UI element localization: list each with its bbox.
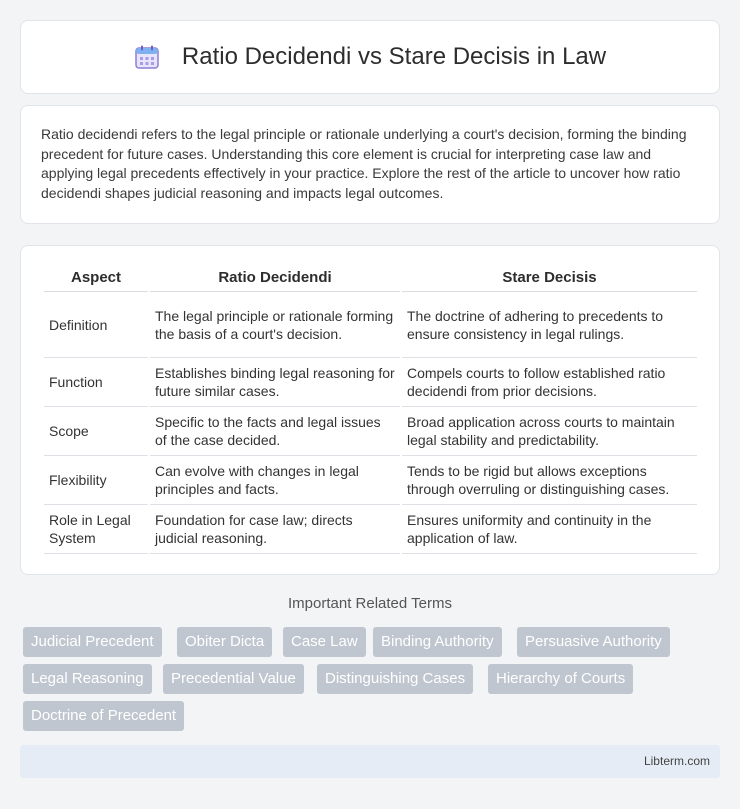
header-stare-decisis: Stare Decisis [402, 264, 697, 292]
comparison-table-card [20, 245, 720, 575]
table-row [44, 292, 697, 358]
related-terms-title: Important Related Terms [288, 595, 452, 612]
cell-stare-decisis: Ensures uniformity and continuity in the application of law. [402, 505, 697, 554]
cell-aspect: Function [44, 358, 148, 407]
cell-ratio-decidendi: Specific to the facts and legal issues of the case decided. [150, 407, 400, 456]
term-tag[interactable]: Obiter Dicta [177, 627, 272, 657]
page-title: Ratio Decidendi vs Stare Decisis in Law [181, 43, 607, 70]
table-row [44, 505, 697, 554]
header-ratio-decidendi: Ratio Decidendi [150, 264, 400, 292]
calendar-icon [134, 44, 160, 70]
intro-text: Ratio decidendi refers to the legal principle or rationale underlying a court's decision, forming the binding precedent for future cases. Understanding this core element is crucial for interpreting case law and applying legal precedents effectively in your practice. Explore the rest of the article to uncover how ratio decidendi shapes judicial reasoning and impacts legal outcomes. [41, 126, 687, 201]
table-row [44, 358, 697, 407]
term-tag[interactable]: Legal Reasoning [23, 664, 152, 694]
term-tag[interactable]: Persuasive Authority [517, 627, 670, 657]
cell-stare-decisis: The doctrine of adhering to precedents to ensure consistency in legal rulings. [402, 292, 697, 358]
term-tag[interactable]: Distinguishing Cases [317, 664, 473, 694]
cell-stare-decisis: Compels courts to follow established ratio decidendi from prior decisions. [402, 358, 697, 407]
term-tag[interactable]: Binding Authority [373, 627, 502, 657]
footer [20, 745, 720, 778]
cell-stare-decisis: Tends to be rigid but allows exceptions through overruling or distinguishing cases. [402, 456, 697, 505]
header-card [20, 20, 720, 94]
cell-aspect: Definition [44, 292, 148, 358]
term-tag[interactable]: Case Law [283, 627, 366, 657]
table-row [44, 456, 697, 505]
cell-ratio-decidendi: The legal principle or rationale forming the basis of a court's decision. [150, 292, 400, 358]
cell-aspect: Role in Legal System [44, 505, 148, 554]
footer-site-link[interactable]: Libterm.com [643, 754, 710, 768]
cell-aspect: Scope [44, 407, 148, 456]
cell-ratio-decidendi: Foundation for case law; directs judicial reasoning. [150, 505, 400, 554]
cell-ratio-decidendi: Establishes binding legal reasoning for future similar cases. [150, 358, 400, 407]
table-row [44, 407, 697, 456]
term-tag[interactable]: Hierarchy of Courts [488, 664, 633, 694]
header-aspect: Aspect [44, 264, 148, 292]
term-tag[interactable]: Precedential Value [163, 664, 304, 694]
table-header-row [44, 264, 697, 292]
comparison-table [42, 264, 699, 554]
cell-aspect: Flexibility [44, 456, 148, 505]
term-tag[interactable]: Judicial Precedent [23, 627, 162, 657]
cell-stare-decisis: Broad application across courts to maintain legal stability and predictability. [402, 407, 697, 456]
cell-ratio-decidendi: Can evolve with changes in legal principles and facts. [150, 456, 400, 505]
term-tag[interactable]: Doctrine of Precedent [23, 701, 184, 731]
intro-card [20, 105, 720, 224]
